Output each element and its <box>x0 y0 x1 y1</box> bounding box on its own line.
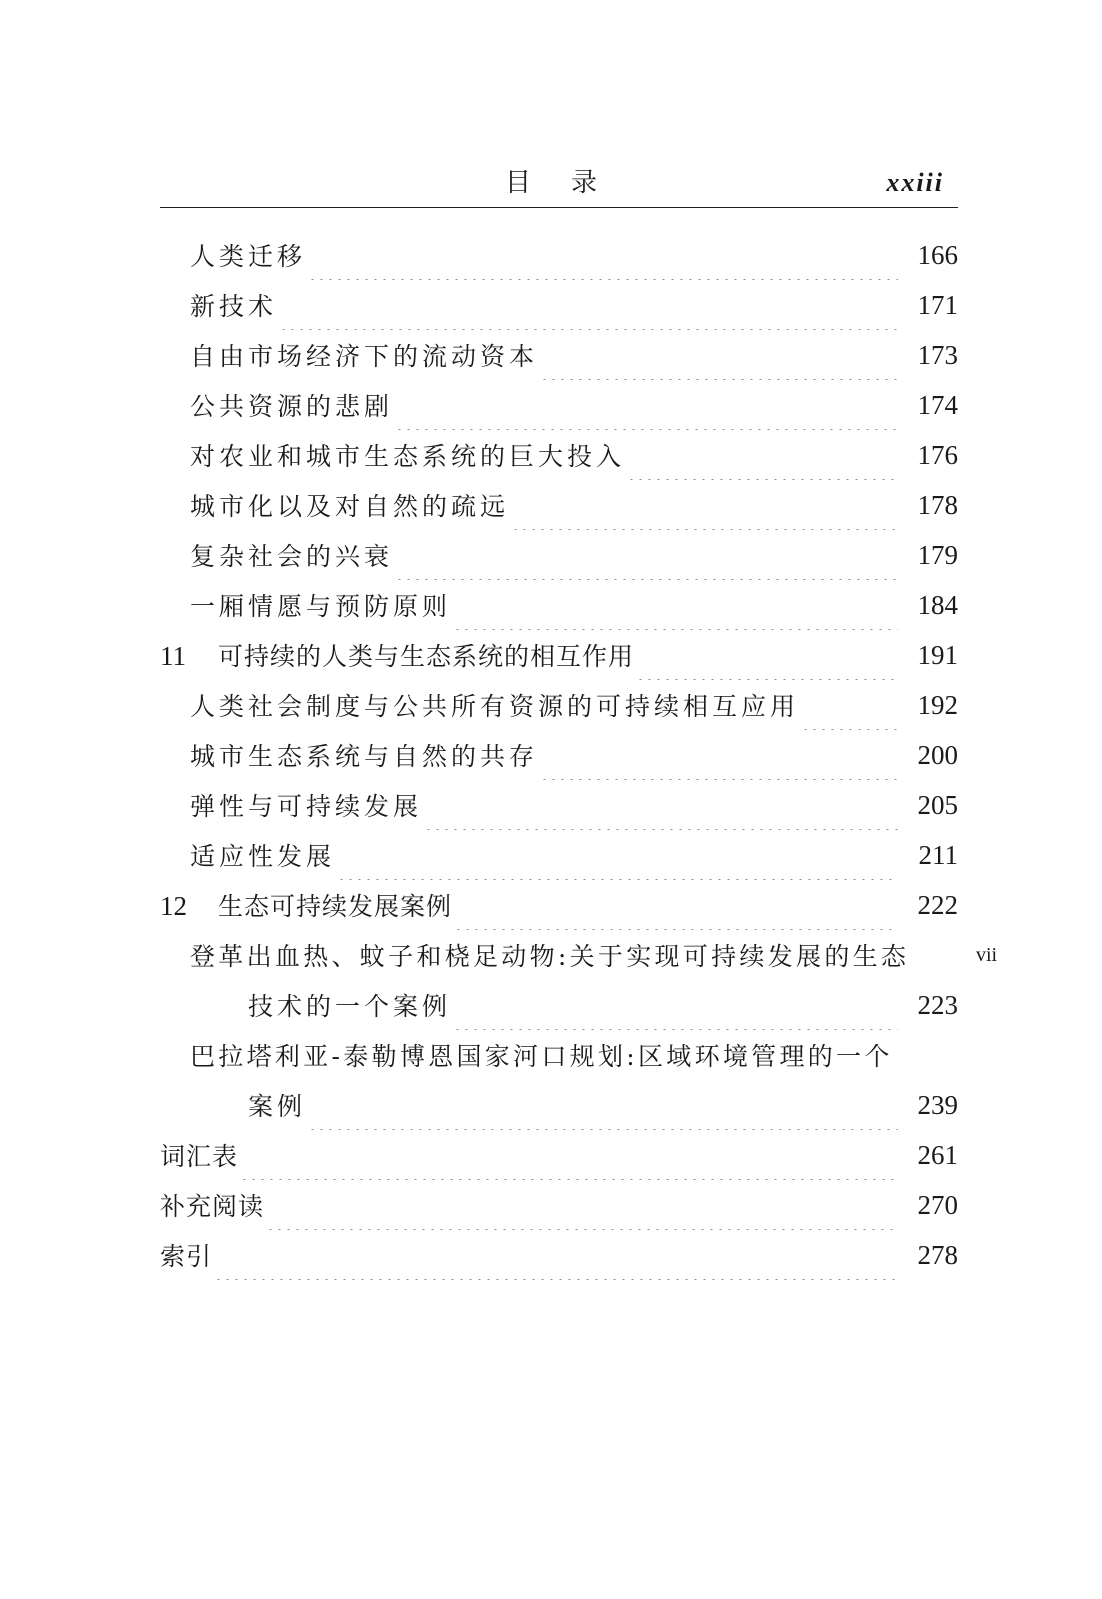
toc-entry-page: 174 <box>917 389 958 420</box>
leader-dots <box>337 830 898 880</box>
toc-backmatter-entry[interactable] <box>160 1230 958 1280</box>
chapter-title: 可持续的人类与生态系统的相互作用 <box>218 642 635 671</box>
toc-entry-title-line2: 技术的一个案例 <box>248 992 452 1021</box>
toc-entry-title: 弹性与可持续发展 <box>190 792 423 821</box>
toc-entry-page: 178 <box>917 489 958 520</box>
toc-backmatter-entry[interactable] <box>160 1130 958 1180</box>
toc-entry-title: 索引 <box>160 1242 213 1271</box>
margin-page-note: vii <box>976 944 998 966</box>
toc-entry-title: 城市生态系统与自然的共存 <box>190 742 539 771</box>
toc-entry[interactable] <box>160 830 958 880</box>
toc-entry-page: 261 <box>917 1139 958 1170</box>
toc-entry-title: 新技术 <box>190 292 278 321</box>
toc-entry-page: 173 <box>917 339 958 370</box>
toc-entry-page: 176 <box>917 439 958 470</box>
leader-dots <box>266 1180 898 1230</box>
leader-dots <box>540 730 898 780</box>
toc-entry[interactable] <box>160 280 958 330</box>
toc-entry-page: 171 <box>917 289 958 320</box>
toc-entry-title: 自由市场经济下的流动资本 <box>190 342 539 371</box>
leader-dots <box>453 980 898 1030</box>
running-head-page-number: xxiii <box>886 168 944 197</box>
leader-dots <box>214 1230 898 1280</box>
leader-dots <box>454 880 898 930</box>
leader-dots <box>424 780 898 830</box>
toc-entry[interactable] <box>160 1030 958 1130</box>
toc-entry-title: 城市化以及对自然的疏远 <box>190 492 510 521</box>
toc-entry-title: 人类社会制度与公共所有资源的可持续相互应用 <box>190 692 800 721</box>
toc-entry-title-line1: 登革出血热、蚊子和桡足动物:关于实现可持续发展的生态 <box>190 942 910 971</box>
toc-entry-page: 278 <box>917 1239 958 1270</box>
toc-entry[interactable] <box>160 930 958 1030</box>
toc-entry-page: 223 <box>917 989 958 1020</box>
leader-dots <box>801 680 898 730</box>
leader-dots <box>511 480 898 530</box>
toc-entry[interactable] <box>160 680 958 730</box>
toc-entry-page: 166 <box>917 239 958 270</box>
toc-entry-title-line1: 巴拉塔利亚-泰勒博恩国家河口规划:区域环境管理的一个 <box>190 1042 893 1071</box>
toc-entry-page: 184 <box>917 589 958 620</box>
toc-entry[interactable] <box>160 580 958 630</box>
leader-dots <box>308 1080 898 1130</box>
chapter-number: 11 <box>160 641 186 671</box>
header-rule <box>160 207 958 208</box>
leader-dots <box>627 430 898 480</box>
toc-entry[interactable] <box>160 530 958 580</box>
toc-entry[interactable] <box>160 780 958 830</box>
toc-entry-title: 对农业和城市生态系统的巨大投入 <box>190 442 626 471</box>
toc-entry-title: 一厢情愿与预防原则 <box>190 592 452 621</box>
toc-entry-title: 公共资源的悲剧 <box>190 392 394 421</box>
leader-dots <box>453 580 898 630</box>
toc-entry-page: 192 <box>917 689 958 720</box>
toc-entry[interactable] <box>160 380 958 430</box>
toc-entry-page: 270 <box>917 1189 958 1220</box>
toc-entry-title: 复杂社会的兴衰 <box>190 542 394 571</box>
toc-entry-page: 205 <box>917 789 958 820</box>
toc-entry-title: 人类迁移 <box>190 242 307 271</box>
toc-entry-page: 179 <box>917 539 958 570</box>
leader-dots <box>540 330 898 380</box>
leader-dots <box>395 530 898 580</box>
toc-entry-page: 200 <box>917 739 958 770</box>
toc-entry-title: 补充阅读 <box>160 1192 265 1221</box>
leader-dots <box>636 630 898 680</box>
toc-entry-page: 222 <box>917 889 958 920</box>
toc-entry-page: 211 <box>918 839 958 870</box>
toc-chapter-entry[interactable] <box>160 630 958 680</box>
toc-entry[interactable] <box>160 230 958 280</box>
toc-backmatter-entry[interactable] <box>160 1180 958 1230</box>
toc-entry[interactable] <box>160 330 958 380</box>
toc-chapter-entry[interactable] <box>160 880 958 930</box>
chapter-number: 12 <box>160 891 187 921</box>
toc-entry-page: 191 <box>917 639 958 670</box>
toc-entry[interactable] <box>160 480 958 530</box>
leader-dots <box>395 380 898 430</box>
leader-dots <box>279 280 898 330</box>
toc-entry-page: 239 <box>917 1089 958 1120</box>
toc-entry-title: 词汇表 <box>160 1142 239 1171</box>
toc-entry[interactable] <box>160 730 958 780</box>
leader-dots <box>240 1130 898 1180</box>
toc-entry-title: 适应性发展 <box>190 842 336 871</box>
toc-entry[interactable] <box>160 430 958 480</box>
chapter-title: 生态可持续发展案例 <box>218 892 453 921</box>
toc-entry-title-line2: 案例 <box>248 1092 307 1121</box>
running-head-title: 目录 <box>504 168 637 198</box>
leader-dots <box>308 230 898 280</box>
table-of-contents <box>160 230 958 1280</box>
